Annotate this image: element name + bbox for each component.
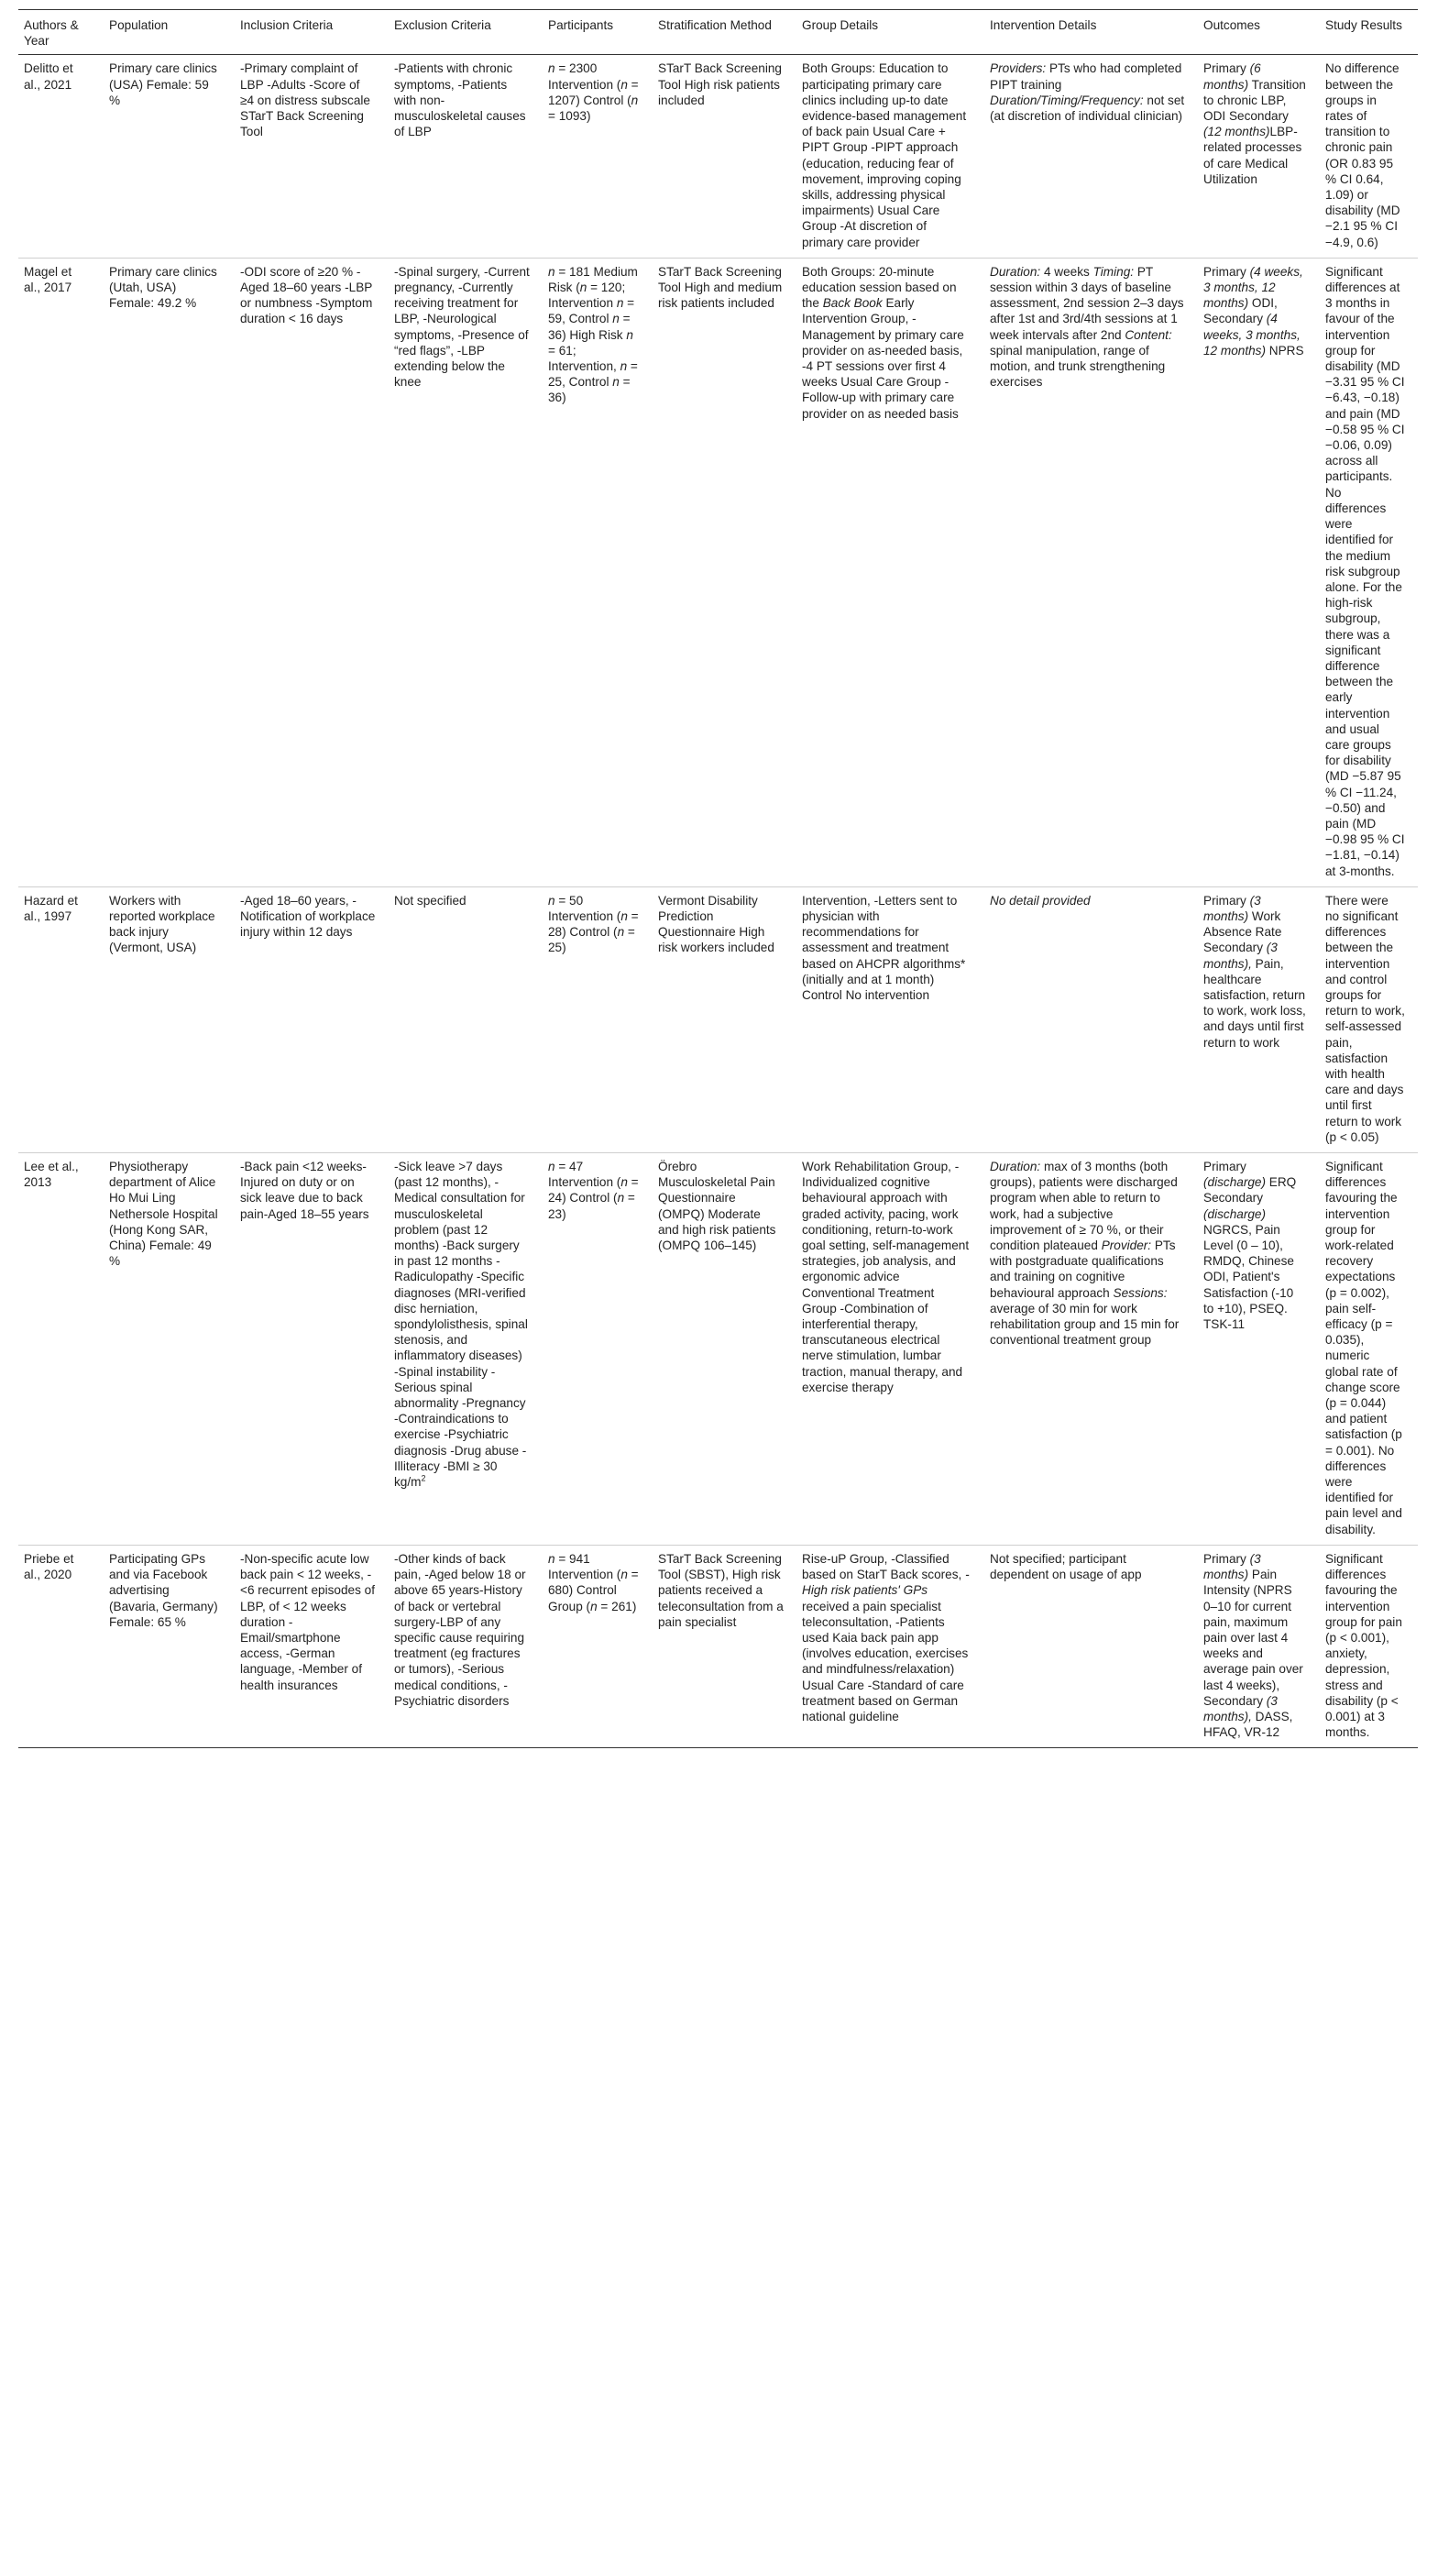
cell-text-segment: n <box>548 893 555 908</box>
cell-text-segment: No detail provided <box>990 893 1091 908</box>
cell-text-segment: Both Groups: 20-minute education session based on the <box>802 264 957 311</box>
cell-text-segment: n <box>617 1191 625 1205</box>
cell-text-segment: (3 months), <box>1203 1693 1278 1723</box>
cell-text-segment: n <box>579 281 587 295</box>
cell-text: -Patients with chronic symptoms, -Patients with non-musculoskeletal causes of LBP <box>394 61 526 139</box>
cell-authors <box>18 258 104 886</box>
cell-text-segment: (discharge) <box>1203 1206 1266 1221</box>
cell-text-segment: (3 months) <box>1203 1551 1261 1582</box>
cell-exclusion <box>389 1153 543 1546</box>
cell-authors <box>18 55 104 258</box>
cell-text-segment: Primary <box>1203 893 1250 908</box>
cell-text-segment: n <box>548 1551 555 1566</box>
cell-participants <box>543 886 653 1152</box>
cell-text-segment: = 28) Control ( <box>548 908 639 940</box>
table-row <box>18 258 1418 886</box>
cell-text-segment: (3 months), <box>1203 941 1278 971</box>
column-header: Exclusion Criteria <box>389 10 543 55</box>
table-row <box>18 1545 1418 1747</box>
cell-text-segment: Duration/Timing/Frequency: <box>990 93 1144 107</box>
cell-text-segment: n <box>612 375 620 390</box>
cell-participants <box>543 1153 653 1546</box>
cell-outcomes <box>1198 1545 1320 1747</box>
cell-text-segment: n <box>590 1599 598 1613</box>
cell-text-segment: (3 months) <box>1203 893 1261 923</box>
cell-intervention <box>984 55 1198 258</box>
cell-text: Participating GPs and via Facebook advertising (Bavaria, Germany) Female: 65 % <box>109 1551 218 1629</box>
cell-text-segment: -High risk patients' GPs <box>802 1568 970 1598</box>
cell-text-segment: n <box>548 264 555 279</box>
cell-text-segment: LBP-related processes of care Medical Utilization <box>1203 125 1302 186</box>
cell-outcomes <box>1198 886 1320 1152</box>
cell-population <box>104 258 235 886</box>
column-header: Outcomes <box>1198 10 1320 55</box>
cell-exclusion <box>389 1545 543 1747</box>
cell-text-segment: = 680) Control Group ( <box>548 1568 639 1613</box>
cell-text-segment: = 50 Intervention ( <box>548 893 621 923</box>
cell-text-segment: Transition to chronic LBP, ODI Secondary <box>1203 77 1306 124</box>
cell-text: -Sick leave >7 days (past 12 months), -Medical consultation for musculoskeletal problem (past 12 months) -Back surgery in past 12 months -Radiculopathy -Specific diagnoses (MRI-verified disc herniation, spondylolisthesis, spinal stenosis, and inflammatory diseases) -Spinal instability -Serious spinal abnormality -Pregnancy -Contraindications to exercise -Psychiatric diagnosis -Drug abuse -Illiteracy -BMI ≥ 30 kg/m <box>394 1160 528 1490</box>
cell-authors <box>18 886 104 1152</box>
cell-text-segment: n <box>626 327 633 342</box>
cell-exclusion <box>389 258 543 886</box>
cell-inclusion <box>235 886 389 1152</box>
cell-text-segment: (discharge) <box>1203 1175 1266 1190</box>
cell-stratification <box>653 55 796 258</box>
cell-text-segment: Primary <box>1203 264 1250 279</box>
cell-text: Workers with reported workplace back injury (Vermont, USA) <box>109 893 215 955</box>
cell-text-segment: = 1093) <box>548 109 591 124</box>
cell-inclusion <box>235 55 389 258</box>
cell-text-segment: n <box>548 61 555 76</box>
cell-population <box>104 55 235 258</box>
cell-text-segment: n <box>620 359 628 374</box>
cell-text-segment: NPRS <box>1266 343 1304 358</box>
cell-group <box>796 886 984 1152</box>
cell-text-segment: = 25) <box>548 925 635 955</box>
cell-text: -Other kinds of back pain, -Aged below 18 or above 65 years-History of back or vertebral surgery-LBP of any specific cause requiring treatment (eg fractures or tumors), -Serious medical conditions, -Psychiatric disorders <box>394 1551 526 1708</box>
cell-text-segment: Content: <box>1125 327 1172 342</box>
cell-text-segment: (4 weeks, 3 months, 12 months) <box>1203 264 1303 311</box>
cell-text: Priebe et al., 2020 <box>24 1551 74 1582</box>
cell-inclusion <box>235 1545 389 1747</box>
cell-text-segment: (6 months) <box>1203 61 1261 92</box>
column-header: Intervention Details <box>984 10 1198 55</box>
column-header: Participants <box>543 10 653 55</box>
cell-text-segment: ODI, Secondary <box>1203 296 1278 326</box>
cell-text-segment: Duration: <box>990 264 1041 279</box>
cell-intervention <box>984 1153 1198 1546</box>
cell-text: Significant differences favouring the intervention group for pain (p < 0.001), anxiety, depression, stress and disability (p < 0.001) at 3 months. <box>1325 1551 1402 1740</box>
cell-text: Not specified <box>394 893 467 908</box>
cell-text: -ODI score of ≥20 % -Aged 18–60 years -LBP or numbness -Symptom duration < 16 days <box>240 264 373 326</box>
cell-outcomes <box>1198 258 1320 886</box>
cell-results <box>1320 55 1418 258</box>
cell-text-segment: Primary <box>1203 61 1250 76</box>
cell-text-segment: DASS, HFAQ, VR-12 <box>1203 1709 1293 1740</box>
cell-text: Primary care clinics (Utah, USA) Female: 49.2 % <box>109 264 217 311</box>
cell-text: STarT Back Screening Tool (SBST), High risk patients received a teleconsultation from a pain specialist <box>658 1551 784 1629</box>
cell-text-segment: = 36) High Risk <box>548 312 631 342</box>
cell-inclusion <box>235 258 389 886</box>
cell-text: Physiotherapy department of Alice Ho Mui Ling Nethersole Hospital (Hong Kong SAR, China) Female: 49 % <box>109 1160 218 1269</box>
cell-exclusion <box>389 886 543 1152</box>
cell-text-segment: Provider: <box>1101 1238 1152 1253</box>
cell-text-segment: Intervention, -Letters sent to physician with recommendations for assessment and treatment based on AHCPR algorithms* (initially and at 1 month) Control No intervention <box>802 893 966 1002</box>
cell-outcomes <box>1198 1153 1320 1546</box>
cell-text-segment: Not specified; participant dependent on usage of app <box>990 1551 1142 1582</box>
cell-text-segment: average of 30 min for work rehabilitation group and 15 min for conventional treatment group <box>990 1301 1180 1348</box>
cell-text-segment: Timing: <box>1092 264 1135 279</box>
cell-text: -Aged 18–60 years, -Notification of workplace injury within 12 days <box>240 893 376 940</box>
cell-text-segment: = 36) <box>548 375 631 405</box>
cell-text-segment: n <box>620 908 628 923</box>
column-header: Study Results <box>1320 10 1418 55</box>
cell-text-segment: spinal manipulation, range of motion, and trunk strengthening exercises <box>990 343 1166 390</box>
cell-text-segment: (4 weeks, 3 months, 12 months) <box>1203 312 1301 358</box>
cell-text: STarT Back Screening Tool High and medium risk patients included <box>658 264 783 311</box>
cell-text-segment: Providers: <box>990 61 1047 76</box>
cell-text: -Primary complaint of LBP -Adults -Score of ≥4 on distress subscale STarT Back Screening Tool <box>240 61 370 139</box>
cell-group <box>796 1545 984 1747</box>
cell-intervention <box>984 1545 1198 1747</box>
table-header-row <box>18 10 1418 55</box>
cell-results <box>1320 1545 1418 1747</box>
cell-group <box>796 55 984 258</box>
cell-text-segment: = 261) <box>597 1599 637 1613</box>
cell-participants <box>543 1545 653 1747</box>
cell-text-segment: not set (at discretion of individual clinician) <box>990 93 1185 124</box>
cell-authors <box>18 1153 104 1546</box>
cell-text-segment: = 47 Intervention ( <box>548 1160 621 1190</box>
cell-authors <box>18 1545 104 1747</box>
cell-text-segment: = 25, Control <box>548 359 638 390</box>
cell-text-segment: 4 weeks <box>1040 264 1093 279</box>
cell-text: Hazard et al., 1997 <box>24 893 78 923</box>
table-row <box>18 1153 1418 1546</box>
cell-exclusion <box>389 55 543 258</box>
cell-results <box>1320 1153 1418 1546</box>
cell-group <box>796 1153 984 1546</box>
cell-stratification <box>653 886 796 1152</box>
cell-text: Primary care clinics (USA) Female: 59 % <box>109 61 217 107</box>
cell-text-segment: n <box>631 93 639 107</box>
column-header: Stratification Method <box>653 10 796 55</box>
table-row <box>18 886 1418 1152</box>
cell-stratification <box>653 258 796 886</box>
cell-text-segment: n <box>548 1160 555 1174</box>
cell-results <box>1320 258 1418 886</box>
cell-text: Significant differences at 3 months in favour of the intervention group for disability (MD −3.31 95 % CI −6.43, −0.18) and pain (MD −0.58 95 % CI −0.06, 0.09) across all participants. No differences were identified for the medium risk subgroup alone. For the high-risk subgroup, there was a significant difference between the early intervention and usual care groups for disability (MD −5.87 95 % CI −11.24, −0.50) and pain (MD −0.98 95 % CI −1.81, −0.14) at 3-months. <box>1325 264 1405 878</box>
cell-text-segment: = 120; Intervention <box>548 281 626 311</box>
cell-text-segment: = 941 Intervention ( <box>548 1551 621 1582</box>
cell-text-segment: n <box>617 925 625 940</box>
cell-text: -Back pain <12 weeks-Injured on duty or on sick leave due to back pain-Aged 18–55 years <box>240 1160 369 1221</box>
cell-text-segment: = 2300 Intervention ( <box>548 61 621 92</box>
table-body <box>18 55 1418 1748</box>
cell-text-segment: Rise-uP Group, -Classified based on StarT Back scores, <box>802 1551 966 1582</box>
cell-text-segment: PTs with postgraduate qualifications and training on cognitive behavioural approach <box>990 1238 1176 1300</box>
cell-text: There were no significant differences between the intervention and control groups for return to work, self-assessed pain, satisfaction with health care and days until first return to work (p < 0.05) <box>1325 893 1405 1144</box>
cell-text-segment: Pain, healthcare satisfaction, return to work, work loss, and days until first return to work <box>1203 956 1306 1050</box>
cell-text-segment: Early Intervention Group, -Management by primary care provider on as-needed basis, -4 PT sessions over first 4 weeks Usual Care Group -Follow-up with primary care provider on as needed basis <box>802 296 964 421</box>
cell-text: -Spinal surgery, -Current pregnancy, -Currently receiving treatment for LBP, -Neurological symptoms, -Presence of “red flags”, -LBP extending below the knee <box>394 264 530 390</box>
cell-intervention <box>984 258 1198 886</box>
cell-text-segment: max of 3 months (both groups), patients were discharged program when able to return to work, had a subjective improvement of ≥ 70 %, or their condition plateaued <box>990 1160 1178 1253</box>
cell-text-segment: Primary <box>1203 1551 1250 1566</box>
cell-text: Significant differences favouring the intervention group for work-related recovery expectations (p = 0.002), pain self-efficacy (p = 0.035), numeric global rate of change score (p = 0.044) and patient satisfaction (p = 0.001). No differences were identified for pain level and disability. <box>1325 1160 1402 1536</box>
cell-text: STarT Back Screening Tool High risk patients included <box>658 61 782 107</box>
cell-text: Magel et al., 2017 <box>24 264 72 295</box>
cell-text-segment: PT session within 3 days of baseline assessment, 2nd session 2–3 days after 1st and 3rd/4th sessions at 1 week intervals after 2nd <box>990 264 1184 342</box>
cell-text-segment: n <box>620 1568 628 1582</box>
cell-text-segment: (12 months) <box>1203 125 1270 139</box>
cell-text-segment: NGRCS, Pain Level (0 – 10), RMDQ, Chinese ODI, Patient's Satisfaction (-10 to +10), PSEQ. TSK-11 <box>1203 1222 1294 1332</box>
cell-text-segment: = 61; Intervention, <box>548 343 620 374</box>
cell-text-segment: Work Absence Rate Secondary <box>1203 908 1282 955</box>
cell-text: Örebro Musculoskeletal Pain Questionnaire (OMPQ) Moderate and high risk patients (OMPQ 106–145) <box>658 1160 776 1253</box>
cell-text-segment: n <box>616 296 624 311</box>
cell-group <box>796 258 984 886</box>
column-header: Authors & Year <box>18 10 104 55</box>
cell-text-segment: received a pain specialist teleconsultation, -Patients used Kaia back pain app (involves education, exercises and mindfulness/relaxation) Usual Care -Standard of care treatment based on German national guideline <box>802 1599 969 1723</box>
cell-text-segment: = 23) <box>548 1191 635 1221</box>
cell-text-segment: Sessions: <box>1113 1285 1168 1300</box>
cell-population <box>104 1153 235 1546</box>
cell-text-segment: Pain Intensity (NPRS 0–10 for current pain, maximum pain over last 4 weeks and average pain over last 4 weeks), Secondary <box>1203 1568 1303 1708</box>
cell-text: Vermont Disability Prediction Questionnaire High risk workers included <box>658 893 774 955</box>
column-header: Inclusion Criteria <box>235 10 389 55</box>
cell-results <box>1320 886 1418 1152</box>
cell-text-segment: n <box>620 77 628 92</box>
cell-text-segment: Both Groups: Education to participating primary care clinics including up-to date evidence-based management of back pain Usual Care + PIPT Group -PIPT approach (education, reducing fear of movement, improving coping skills, addressing physical impairments) Usual Care Group -At discretion of primary care provider <box>802 61 967 249</box>
cell-intervention <box>984 886 1198 1152</box>
cell-text-segment: = 181 Medium Risk ( <box>548 264 638 295</box>
cell-population <box>104 1545 235 1747</box>
column-header: Group Details <box>796 10 984 55</box>
cell-text-segment: Back Book <box>822 296 883 311</box>
cell-text: Delitto et al., 2021 <box>24 61 73 92</box>
cell-text: -Non-specific acute low back pain < 12 weeks, -<6 recurrent episodes of LBP, of < 12 weeks duration -Email/smartphone access, -German language, -Member of health insurances <box>240 1551 375 1692</box>
cell-text: No difference between the groups in rates of transition to chronic pain (OR 0.83 95 % CI 0.64, 1.09) or disability (MD −2.1 95 % CI −4.9, 0.6) <box>1325 61 1400 249</box>
cell-text-segment: n <box>612 312 620 326</box>
cell-participants <box>543 258 653 886</box>
cell-text-segment: PTs who had completed PIPT training <box>990 61 1182 92</box>
cell-inclusion <box>235 1153 389 1546</box>
cell-participants <box>543 55 653 258</box>
cell-text-segment: Work Rehabilitation Group, -Individualized cognitive behavioural approach with graded activity, pacing, work conditioning, return-to-work goal setting, self-management strategies, job analysis, and ergonomic advice Conventional Treatment Group -Combination of interferential therapy, transcutaneous electrical nerve stimulation, lumbar traction, manual therapy, and exercise therapy <box>802 1160 970 1394</box>
cell-text-segment: Primary <box>1203 1160 1246 1174</box>
cell-text-segment: = 1207) Control ( <box>548 77 639 107</box>
cell-text: Lee et al., 2013 <box>24 1160 79 1190</box>
table-row <box>18 55 1418 258</box>
cell-text-segment: Duration: <box>990 1160 1041 1174</box>
cell-text-segment: = 59, Control <box>548 296 635 326</box>
cell-text-segment: = 24) Control ( <box>548 1175 639 1205</box>
cell-stratification <box>653 1153 796 1546</box>
cell-stratification <box>653 1545 796 1747</box>
cell-outcomes <box>1198 55 1320 258</box>
superscript: 2 <box>421 1473 426 1483</box>
cell-text-segment: ERQ Secondary <box>1203 1175 1297 1205</box>
column-header: Population <box>104 10 235 55</box>
cell-population <box>104 886 235 1152</box>
cell-text-segment: n <box>620 1175 628 1190</box>
study-characteristics-table <box>18 9 1418 1748</box>
